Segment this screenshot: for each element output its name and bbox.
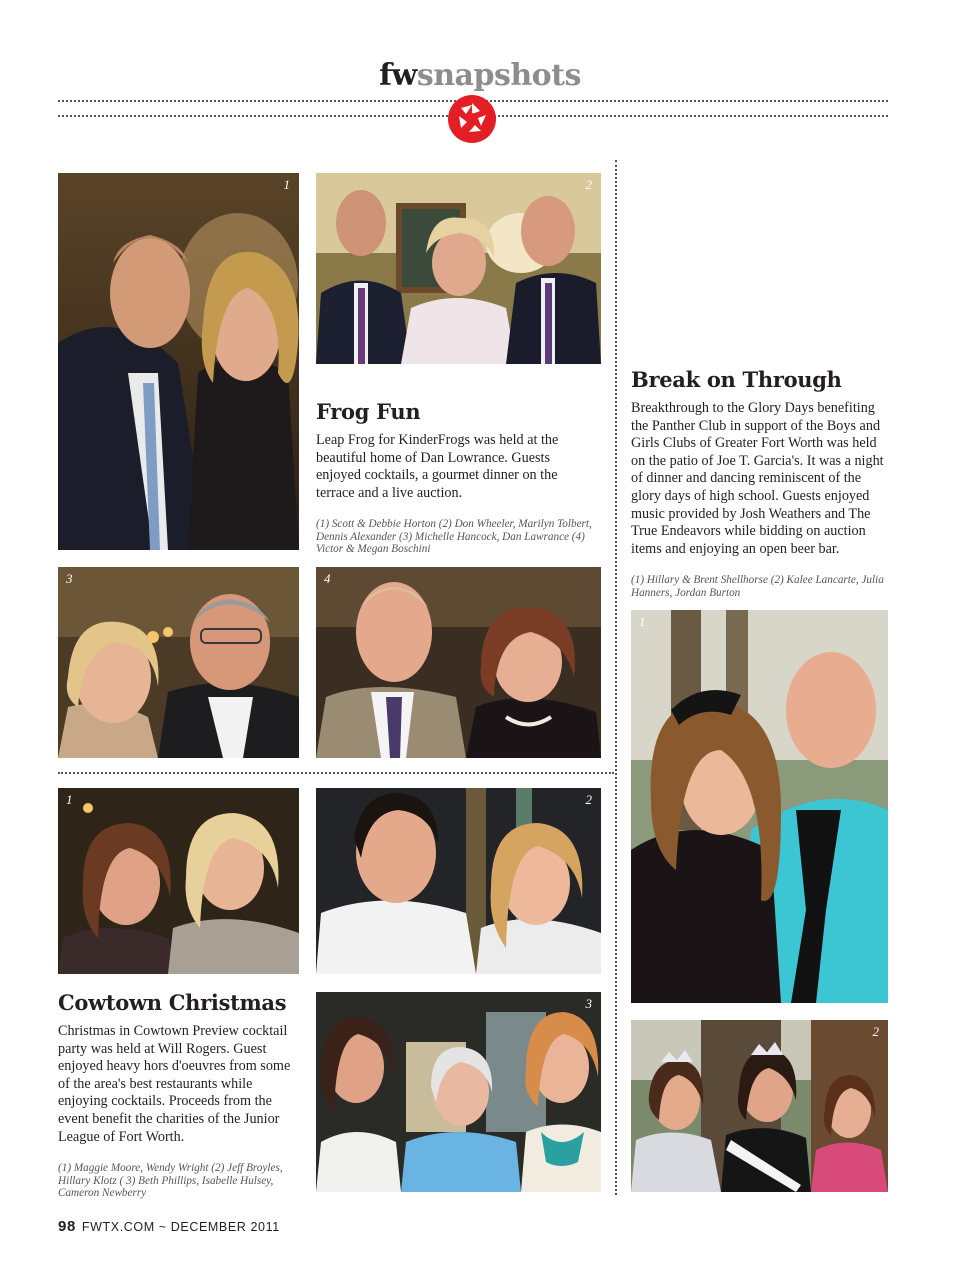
frog-fun-photo-3 — [58, 567, 299, 758]
brand-bold: fw — [379, 58, 417, 93]
break-on-through-caption: (1) Hillary & Brent Shellhorse (2) Kalee Lancarte, Julia Hanners, Jordan Burton — [631, 574, 884, 599]
photo-number: 3 — [585, 996, 592, 1011]
photo-number: 4 — [324, 571, 331, 586]
frog-fun-photo-1 — [58, 173, 299, 550]
section-divider — [58, 772, 614, 774]
camera-aperture-icon — [447, 94, 497, 144]
cowtown-christmas-article — [58, 990, 300, 1200]
frog-fun-photo-2 — [316, 173, 601, 364]
photo-number: 2 — [585, 792, 592, 807]
page-number: 98 — [58, 1218, 76, 1235]
break-on-through-photo-1 — [631, 610, 888, 1003]
photo-number: 1 — [283, 177, 290, 192]
brand-light: snapshots — [416, 58, 581, 93]
break-on-through-body: Breakthrough to the Glory Days benefiting the Panther Club in support of the Boys and Girls Clubs of Greater Fort Worth was held on the patio of Joe T. Garcia's. It was a night of dinner and dancing reminiscent of the glory days of high school. Guests enjoyed music provided by Josh Weathers and The True Endeavors while bidding on auction items and enjoying an open beer bar. — [631, 400, 884, 557]
cowtown-christmas-title: Cowtown Christmas — [58, 990, 287, 1015]
break-on-through-article — [631, 367, 888, 599]
photo-number: 1 — [66, 792, 73, 807]
column-divider — [615, 160, 617, 1195]
cowtown-photo-3 — [316, 992, 601, 1192]
publication-line: FWTX.COM ~ DECEMBER 2011 — [81, 1220, 280, 1234]
cowtown-christmas-body: Christmas in Cowtown Preview cocktail party was held at Will Rogers. Guest enjoyed heavy hors d'oeuvres from some of the area's best restaurants while enjoying cocktails. Proceeds from the event benefit the charities of the Junior League of Fort Worth. — [58, 1023, 291, 1145]
break-on-through-title: Break on Through — [631, 367, 842, 392]
photo-number: 3 — [66, 571, 73, 586]
page-footer — [58, 1218, 280, 1235]
photo-number: 2 — [585, 177, 592, 192]
break-on-through-photo-2 — [631, 1020, 888, 1192]
frog-fun-caption: (1) Scott & Debbie Horton (2) Don Wheeler, Marilyn Tolbert, Dennis Alexander (3) Michelle Hancock, Dan Lawrance (4) Victor & Megan Boschini — [316, 518, 592, 556]
frog-fun-article — [316, 399, 598, 556]
cowtown-christmas-caption: (1) Maggie Moore, Wendy Wright (2) Jeff Broyles, Hillary Klotz ( 3) Beth Phillips, Isabelle Hulsey, Cameron Newberry — [58, 1162, 283, 1200]
masthead — [0, 58, 960, 93]
cowtown-photo-2 — [316, 788, 601, 974]
photo-number: 2 — [872, 1024, 879, 1039]
frog-fun-title: Frog Fun — [316, 399, 421, 424]
cowtown-photo-1 — [58, 788, 299, 974]
frog-fun-body: Leap Frog for KinderFrogs was held at the beautiful home of Dan Lowrance. Guests enjoyed cocktails, a gourmet dinner on the terrace and a live auction. — [316, 432, 559, 501]
photo-number: 1 — [639, 614, 646, 629]
frog-fun-photo-4 — [316, 567, 601, 758]
